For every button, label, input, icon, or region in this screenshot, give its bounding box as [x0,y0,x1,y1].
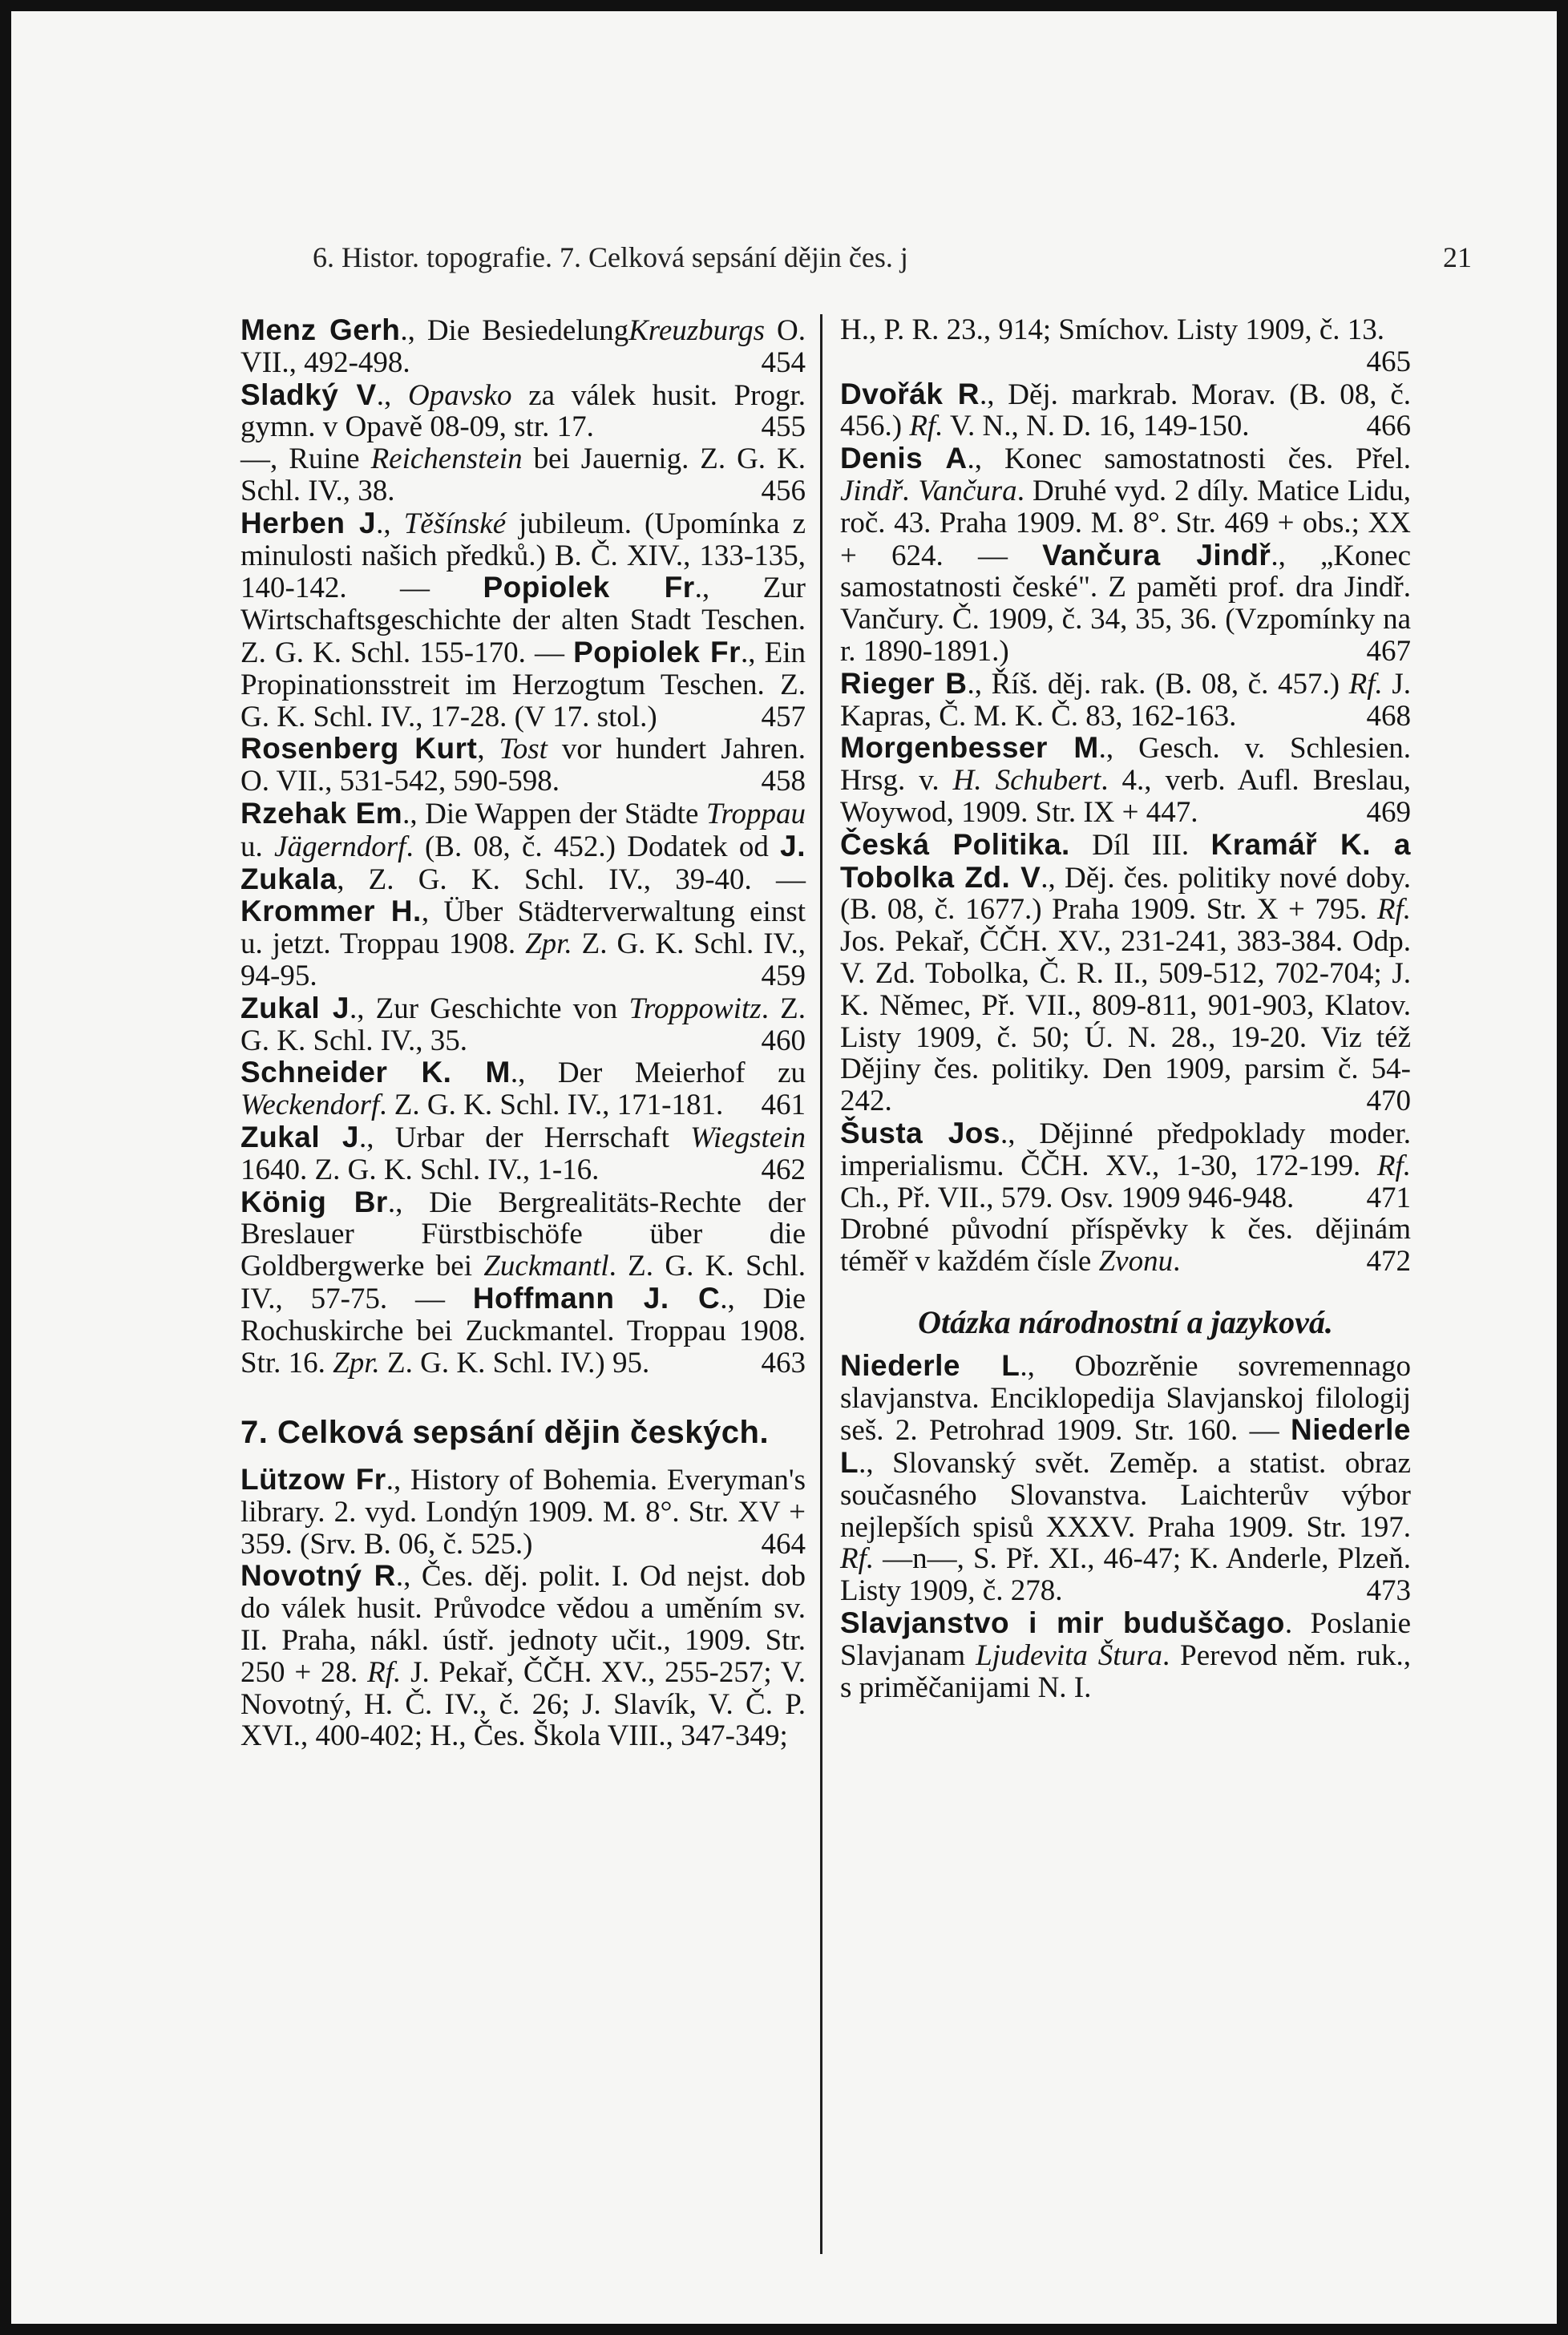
entry-text: ., Die Bergrealitäts-Rechte der Breslauer Fürstbischöfe über die Goldbergwerke bei [240,1186,806,1283]
bibliography-entry [840,314,1411,378]
entry-text: . Poslanie Slavjanam [840,1607,1412,1672]
italic-title: Rf. [1376,893,1411,927]
author-name: Vančura Jindř [1042,538,1271,572]
entry-text: Z. G. K. Schl. IV., 94-95. [240,927,806,992]
entry-text: Díl III. [1069,828,1211,862]
entry-number: 470 [1366,1085,1411,1118]
italic-title: Jägerndorf [274,830,406,863]
entry-text: ., Der Meierhof zu [510,1056,806,1090]
entry-text: ., Gesch. v. Schlesien. Hrsg. v. [840,732,1411,798]
author-name: Denis A [840,442,968,475]
bibliography-entry [840,1214,1411,1278]
bibliography-entry [240,733,806,798]
entry-text: ., Dějinné předpoklady moder. imperialismu. ČČH. XV., 1-30, 172-199. [840,1117,1411,1182]
entry-text: V. N., N. D. 16, 149-150. [943,410,1250,443]
author-name: Dvořák R [840,377,980,410]
entry-number: 462 [761,1153,806,1186]
author-name: Česká Politika. [840,827,1070,861]
entry-number: 458 [761,765,806,798]
entry-number: 454 [761,345,806,379]
entry-text: ., Die Rochuskirche bei Zuckmantel. Troppau 1908. Str. 16. [240,1282,806,1380]
italic-title: Rf. [840,1542,875,1576]
entry-text: 1640. Z. G. K. Schl. IV., 1-16. [240,1153,600,1186]
entry-number: 467 [1366,634,1411,668]
italic-title: Troppowitz [628,992,762,1025]
italic-title: Rf. [909,410,944,443]
author-name: Slavjanstvo i mir buduščago [840,1606,1285,1640]
italic-title: Ljudevita Štura [976,1638,1162,1672]
entry-number: 469 [1366,795,1411,829]
bibliography-entry [240,1186,806,1380]
right-column [840,314,1411,1703]
entry-text: Jos. Pekař, ČČH. XV., 231-241, 383-384. Odp. V. Zd. Tobolka, Č. R. II., 509-512, 702-704; J. K. Němec, Př. VII., 809-811, 901-903, Klatov. Listy 1909, č. 50; Ú. N. 28., 19-20. Viz též Dějiny čes. politiky. Den 1909, parsim č. 54-242. [840,925,1411,1118]
bibliography-list-left-section-7 [240,1464,806,1752]
entry-text: ., „Konec samostatnosti české". Z paměti prof. dra Jindř. Vančury. Č. 1909, č. 34, 35, 36. (Vzpomínky na r. 1890-1891.) [840,539,1411,668]
bibliography-entry [240,1121,806,1186]
author-name: König Br [240,1185,388,1218]
entry-text: —n—, S. Př. XI., 46-47; K. Anderle, Plzeň. Listy 1909, č. 278. [840,1542,1411,1608]
author-name: Krommer H. [240,895,422,928]
author-name: Popiolek Fr [573,635,741,669]
entry-text: H., P. R. 23., 914; Smíchov. Listy 1909, č. 13. [840,313,1385,346]
bibliography-entry [240,1464,806,1560]
entry-number: 460 [761,1024,806,1057]
entry-text: J. Kapras, Č. M. K. Č. 83, 162-163. [840,667,1412,733]
author-name: Lützow Fr [240,1463,386,1497]
bibliography-entry [240,1056,806,1121]
bibliography-list-left [240,314,806,1379]
entry-text: ., Říš. děj. rak. (B. 08, č. 457.) [967,667,1349,701]
bibliography-entry [840,829,1411,1117]
entry-text: Z. G. K. Schl. IV.) 95. [379,1346,650,1380]
bibliography-entry [840,442,1411,668]
entry-text: ., Konec samostatnosti čes. Přel. [967,442,1411,476]
italic-title: Weckendorf [240,1089,380,1122]
entry-text: u. [240,830,275,863]
entry-number: 465 [1366,345,1411,378]
entry-text: ., Děj. markrab. Morav. (B. 08, č. 456.) [840,378,1411,443]
bibliography-entry [840,732,1411,828]
author-name: Morgenbesser M [840,731,1099,765]
entry-text: , Über Städterverwaltung einst u. jetzt. Troppau 1908. [240,895,806,961]
italic-title: Zvonu [1098,1245,1174,1279]
italic-title: Zpr. [525,927,572,961]
entry-text: ., Die Besiedelung [400,314,629,347]
section-heading-nationality: Otázka národnostní a jazyková. [918,1303,1333,1340]
entry-text: ., Die Wappen der Städte [402,797,706,830]
entry-text: za válek husit. Progr. gymn. v Opavě 08-09, str. 17. [240,378,806,444]
italic-title: Reichenstein [370,442,523,476]
bibliography-entry [240,992,806,1057]
bibliography-entry [840,668,1411,733]
entry-text: O. VII., 492-498. [240,314,806,379]
italic-title: Wiegstein [690,1121,806,1154]
author-name: J. Zukala [240,829,806,895]
italic-title: Zuckmantl [483,1250,609,1283]
left-column [240,314,806,1752]
entry-text: ., Děj. čes. politiky nové doby. (B. 08, č. 1677.) Praha 1909. Str. X + 795. [840,861,1411,927]
entry-text: , Z. G. K. Schl. IV., 39-40. — [337,862,806,896]
entry-text: —, Ruine [240,442,371,476]
entry-number: 457 [761,700,806,733]
section-heading-7: 7. Celková sepsání dějin českých. [240,1415,770,1451]
entry-number: 459 [761,959,806,992]
column-divider [820,314,822,2254]
bibliography-entry [240,379,806,444]
entry-text: . Perevod něm. ruk., s priměčanijami N. I. [840,1638,1411,1704]
author-name: Novotný R [240,1559,396,1593]
entry-number: 471 [1366,1181,1411,1214]
entry-text: J. Pekař, ČČH. XV., 255-257; V. Novotný, H. Č. IV., č. 26; J. Slavík, V. Č. P. XVI., 400-402; H., Čes. Škola VIII., 347-349; [240,1655,806,1753]
entry-text: ., Obozrěnie sovremennago slavjanstva. Enciklopedija Slavjanskoj filologij seš. 2. Petrohrad 1909. Str. 160. — [840,1349,1411,1448]
bibliography-entry [840,1117,1411,1214]
page-number: 21 [1443,241,1472,273]
entry-text: vor hundert Jahren. O. VII., 531-542, 590-598. [240,733,806,798]
entry-text: ., [376,507,404,540]
entry-text: , [477,733,499,766]
author-name: Menz Gerh [240,313,401,346]
author-name: Šusta Jos [840,1116,1000,1149]
bibliography-entry [240,1560,806,1752]
entry-number: 463 [761,1346,806,1380]
entry-text: . Z. G. K. Schl. IV., 57-75. — [240,1250,806,1315]
entry-text: ., Slovanský svět. Zeměp. a statist. obraz současného Slovanstva. Laichterův výbor nejlepších spisů XXXV. Praha 1909. Str. 197. [840,1447,1411,1544]
entry-text: ., Čes. děj. polit. I. Od nejst. dob do válek husit. Průvodce vědou a uměním sv. II. Praha, nákl. ústř. jednoty učit., 1909. Str. 250 + 28. [240,1560,806,1689]
entry-text: Drobné původní příspěvky k čes. dějinám téměř v každém čísle [840,1213,1411,1279]
bibliography-entry [840,1607,1411,1703]
author-name: Zukal J [240,991,350,1024]
author-name: Zukal J [240,1120,359,1153]
bibliography-entry [840,378,1411,443]
author-name: Herben J [240,506,377,539]
bibliography-entry [840,1350,1411,1607]
author-name: Kramář K. a Tobolka Zd. V [840,827,1411,894]
italic-title: H. Schubert [952,764,1101,798]
entry-text: . Z. G. K. Schl. IV., 171-181. [379,1089,724,1122]
entry-number: 466 [1366,410,1411,443]
italic-title: Zpr. [333,1346,380,1380]
italic-title: Jindř. Vančura [840,474,1017,507]
italic-title: Rf. [1376,1149,1411,1182]
author-name: Niederle L [840,1348,1020,1382]
entry-text: . 4., verb. Aufl. Breslau, Woywod, 1909. Str. IX + 447. [840,764,1411,829]
entry-number: 461 [761,1089,806,1122]
running-header-title: 6. Histor. topografie. 7. Celková sepsání dějin čes. j [313,241,908,273]
entry-text: ., Zur Wirtschaftsgeschichte der alten Stadt Teschen. Z. G. K. Schl. 155-170. — [240,572,806,669]
bibliography-list-right-nationality [840,1350,1411,1704]
entry-number: 472 [1366,1245,1411,1279]
entry-number: 455 [761,410,806,444]
entry-text: . (B. 08, č. 452.) Dodatek od [406,830,781,863]
entry-text: . Z. G. K. Schl. IV., 35. [240,992,806,1057]
author-name: Hoffmann J. C [472,1281,721,1315]
entry-text: jubileum. (Upomínka z minulosti našich předků.) B. Č. XIV., 133-135, 140-142. — [240,507,806,605]
author-name: Rosenberg Kurt [240,732,478,766]
italic-title: Tost [499,733,548,766]
author-name: Sladký V [240,378,377,411]
italic-title: Těšínské [403,507,507,540]
bibliography-entry [240,443,806,507]
entry-text: ., Urbar der Herrschaft [359,1121,691,1154]
bibliography-list-right [840,314,1411,1278]
author-name: Rzehak Em [240,796,403,830]
entry-text: ., History of Bohemia. Everyman's library. 2. vyd. Londýn 1909. M. 8°. Str. XV + 359. (Srv. B. 06, č. 525.) [240,1464,806,1561]
italic-title: Kreuzburgs [628,314,766,347]
entry-text: . Druhé vyd. 2 díly. Matice Lidu, roč. 43. Praha 1909. M. 8°. Str. 469 + obs.; XX + 624. — [840,474,1411,572]
author-name: Niederle L [840,1413,1411,1480]
entry-text: . [1173,1245,1181,1279]
italic-title: Opavsko [407,378,512,412]
author-name: Rieger B [840,666,968,700]
entry-text: ., Zur Geschichte von [349,992,629,1025]
bibliography-entry [240,798,806,992]
italic-title: Rf. [367,1655,402,1689]
italic-title: Troppau [705,797,806,830]
entry-number: 473 [1366,1574,1411,1608]
entry-text: Ch., Př. VII., 579. Osv. 1909 946-948. [840,1181,1295,1214]
italic-title: Rf. [1348,667,1383,701]
author-name: Schneider K. M [240,1056,511,1089]
entry-number: 464 [761,1527,806,1561]
bibliography-entry [240,507,806,733]
entry-number: 456 [761,474,806,507]
author-name: Popiolek Fr [483,571,695,604]
entry-text: bei Jauernig. Z. G. K. Schl. IV., 38. [240,442,806,507]
bibliography-entry [240,314,806,379]
entry-text: ., [376,378,408,412]
entry-text: ., Ein Propinationsstreit im Herzogtum Teschen. Z. G. K. Schl. IV., 17-28. (V 17. stol.) [240,636,806,733]
entry-number: 468 [1366,699,1411,733]
